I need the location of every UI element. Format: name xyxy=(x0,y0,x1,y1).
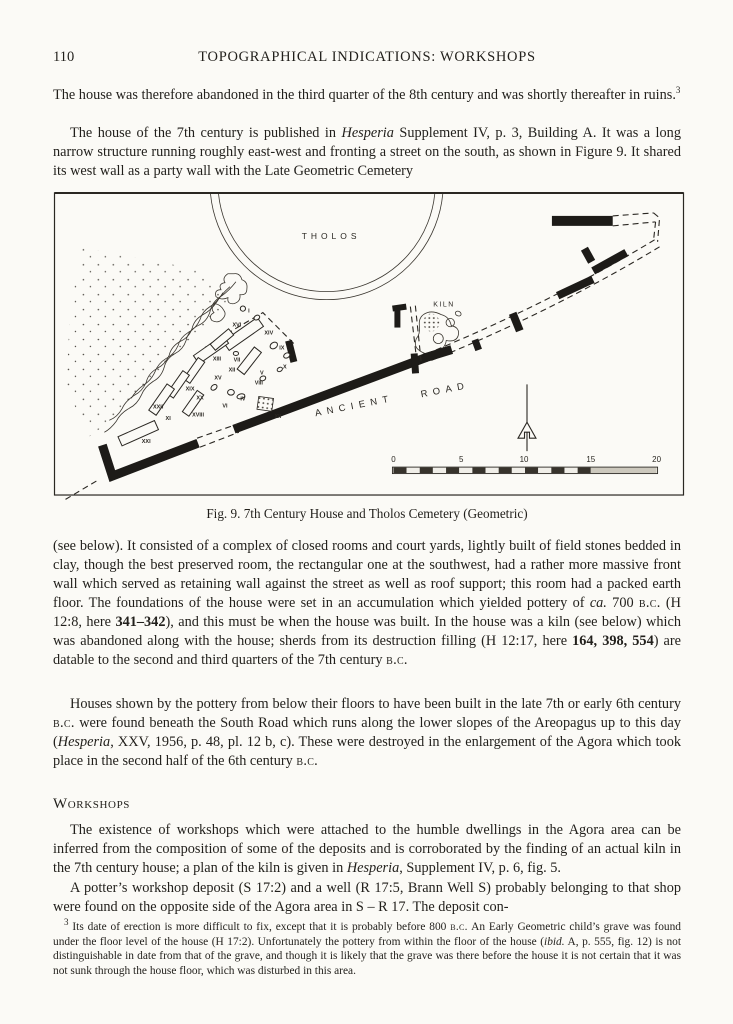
scale-tick-labels xyxy=(391,455,661,464)
paragraph-6: A potter’s workshop deposit (S 17:2) and a well (R 17:5, Brann Well S) probably belonging to that shop were found on the opposite side of the Agora area in S – R 17. The deposit con- xyxy=(53,880,681,915)
grave-label: XII xyxy=(274,414,282,421)
kiln-label: KILN xyxy=(433,301,455,309)
grave-label: XIX xyxy=(185,386,195,393)
scale-blocks xyxy=(393,468,656,473)
section-heading-workshops: Workshops xyxy=(53,796,131,812)
paragraph-2: The house of the 7th century is published in Hesperia Supplement IV, p. 3, Building A. It was a long narrow structure running roughly east-west and fronting a street on the south, as shown in Figure 9. It shared its west wall as a party wall with the Late Geometric Cemetery xyxy=(53,125,681,179)
page-number: 110 xyxy=(53,49,75,65)
west-party-wall xyxy=(285,340,297,363)
site-plan-drawing xyxy=(50,186,689,500)
kiln-drawing xyxy=(415,310,462,354)
top-right-wall xyxy=(552,213,660,242)
grave-label: XVIII xyxy=(192,412,204,419)
north-arrow xyxy=(518,384,536,451)
grave-label: V xyxy=(260,370,264,377)
tholos-label: THOLOS xyxy=(301,230,361,241)
grave-label: XXII xyxy=(153,404,164,411)
scale-tick: 5 xyxy=(458,455,464,465)
grave-label: XVI xyxy=(232,322,242,329)
paragraph-5: The existence of workshops which were attached to the humble dwellings in the Agora area can be inferred from the composition of some of the deposits and is corroborated by the finding of an actual kiln in the 7th century house; a plan of the kiln is given in Hesperia, Supplement IV, p. 6, fig. 5. xyxy=(53,822,681,876)
scale-bar xyxy=(391,455,661,473)
running-head: TOPOGRAPHICAL INDICATIONS: WORKSHOPS xyxy=(198,49,536,65)
grave-label: I xyxy=(248,308,250,315)
grave-label: VII xyxy=(233,357,241,364)
scale-tick: 20 xyxy=(652,455,662,465)
grave-label: XI xyxy=(165,416,171,423)
grave-label: XXI xyxy=(141,439,151,446)
grave-label: IV xyxy=(240,396,246,403)
tholos-circle xyxy=(210,186,443,300)
scale-tick: 0 xyxy=(391,455,396,465)
grave-label: VIII xyxy=(254,380,263,387)
scale-tick: 10 xyxy=(519,455,529,465)
paragraph-3: (see below). It consisted of a complex of closed rooms and court yards, lightly built of field stones bedded in clay, though the best preserved room, the rectangular one at the southwest, had a rather more massive front wall which served as retaining wall against the street as well as roof support; this room had a packed earth floor. The foundations of the house were set in an accumulation which yielded pottery of ca. 700 b.c. (H 12:8, here 341–342), and this must be when the house was built. In the house was a kiln (see below) which was abandoned along with the house; sherds from its destruction filling (H 12:17, here 164, 398, 554) are datable to the second and third quarters of the 7th century b.c. xyxy=(53,538,681,668)
grave-label: XIV xyxy=(264,330,274,337)
figure-caption: Fig. 9. 7th Century House and Tholos Cemetery (Geometric) xyxy=(206,506,528,521)
scale-tick: 15 xyxy=(586,455,596,465)
grave-label: IX xyxy=(279,345,285,352)
grave-label: XV xyxy=(214,375,222,382)
road-label-ancient: ANCIENT xyxy=(314,393,395,420)
paragraph-4: Houses shown by the pottery from below their floors to have been built in the late 7th or early 6th century b.c. were found beneath the South Road which runs along the lower slopes of the Areopagus up to this day (Hesperia, XXV, 1956, p. 48, pl. 12 b, c). These were destroyed in the enlargement of the Agora which took place in the second half of the 6th century b.c. xyxy=(53,696,681,769)
northeast-wall xyxy=(423,240,660,362)
grave-label: XX xyxy=(196,395,204,402)
footnote-3: $^3$ Its date of erection is more difficult to fix, except that it is probably before 800 b.c. An Early Geometric child’s grave was found under the floor level of the house (H 17:2). Unfortunately the pottery from within the floor of the house (ibid. A, p. 555, fig. 12) is not distinguishable in date from that of the grave, and though it is likely that the grave was there before the house it is not certain that it was not sunk through the house floor, which was disturbed in this area. xyxy=(53,917,682,978)
grave-label: X xyxy=(282,364,287,371)
road-label-road: ROAD xyxy=(419,380,471,401)
grave-label: XIII xyxy=(212,356,222,363)
grave-label: VI xyxy=(222,403,228,410)
paragraph-1: The house was therefore abandoned in the third quarter of the 8th century and was shortly thereafter in ruins.$^3$ xyxy=(53,85,681,103)
figure-9-plan xyxy=(50,186,689,500)
grave-label: XII xyxy=(228,367,236,374)
